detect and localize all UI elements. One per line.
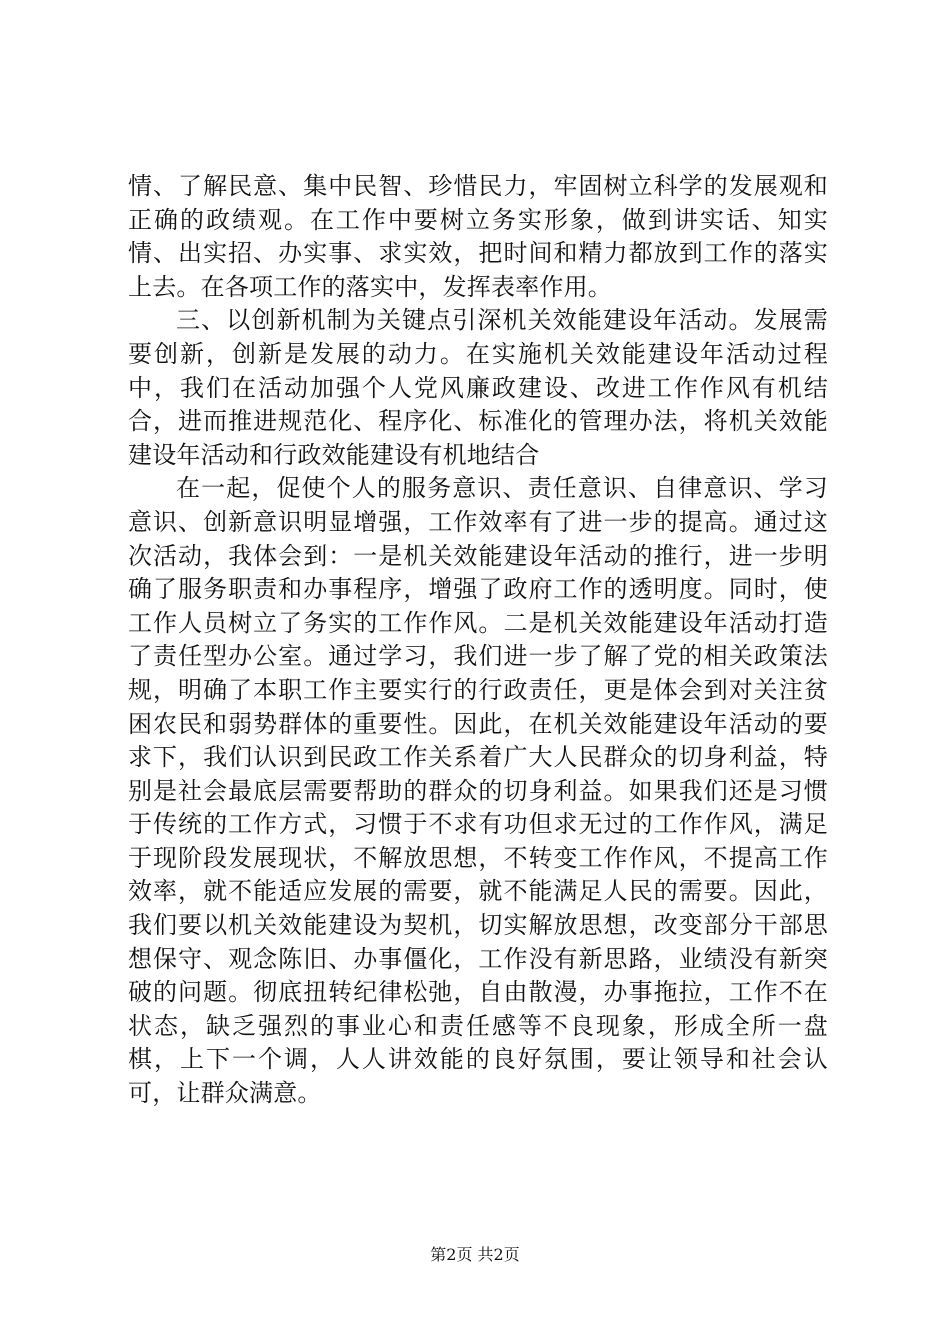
paragraph-1: 情、了解民意、集中民智、珍惜民力，牢固树立科学的发展观和正确的政绩观。在工作中要树立务实形象，做到讲实话、知实情、出实招、办实事、求实效，把时间和精力都放到工作的落实上去。在各项工作的落实中，发挥表率作用。 [128, 172, 828, 301]
document-body [128, 170, 828, 1111]
paragraph-2: 三、以创新机制为关键点引深机关效能建设年活动。发展需要创新，创新是发展的动力。在实施机关效能建设年活动过程中，我们在活动加强个人党风廉政建设、改进工作作风有机结合，进而推进规范化、程序化、标准化的管理办法，将机关效能建设年活动和行政效能建设有机地结合 [128, 306, 828, 469]
page-number-footer: 第2页 共2页 [430, 1245, 520, 1264]
paragraph-3: 在一起，促使个人的服务意识、责任意识、自律意识、学习意识、创新意识明显增强，工作效率有了进一步的提高。通过这次活动，我体会到：一是机关效能建设年活动的推行，进一步明确了服务职责和办事程序，增强了政府工作的透明度。同时，使工作人员树立了务实的工作作风。二是机关效能建设年活动打造了责任型办公室。通过学习，我们进一步了解了党的相关政策法规，明确了本职工作主要实行的行政责任，更是体会到对关注贫困农民和弱势群体的重要性。因此，在机关效能建设年活动的要求下，我们认识到民政工作关系着广大人民群众的切身利益，特别是社会最底层需要帮助的群众的切身利益。如果我们还是习惯于传统的工作方式，习惯于不求有功但求无过的工作作风，满足于现阶段发展现状，不解放思想，不转变工作作风，不提高工作效率，就不能适应发展的需要，就不能满足人民的需要。因此，我们要以机关效能建设为契机，切实解放思想，改变部分干部思想保守、观念陈旧、办事僵化，工作没有新思路，业绩没有新突破的问题。彻底扭转纪律松弛，自由散漫，办事拖拉，工作不在状态，缺乏强烈的事业心和责任感等不良现象，形成全所一盘棋，上下一个调，人人讲效能的良好氛围，要让领导和社会认可，让群众满意。 [128, 474, 828, 1108]
